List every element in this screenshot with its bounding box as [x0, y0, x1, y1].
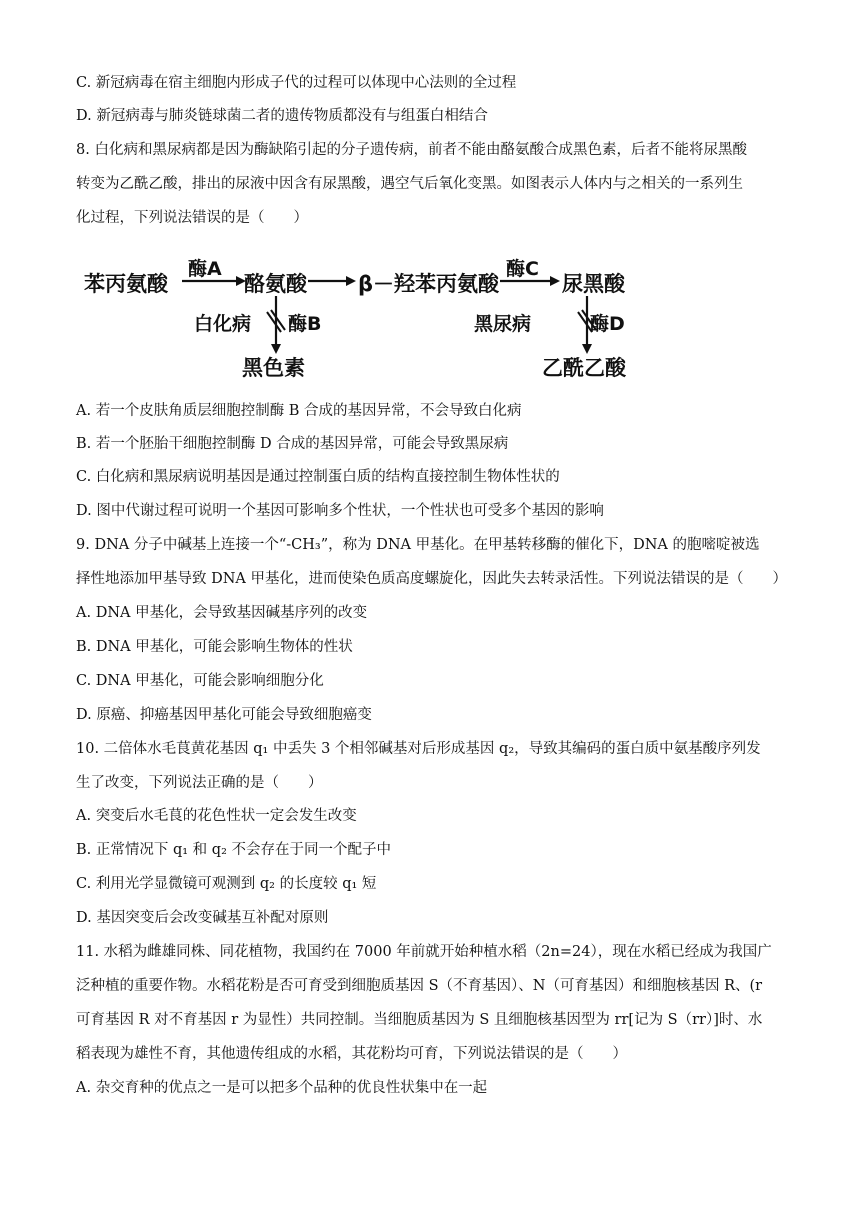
metabolic-pathway-diagram	[84, 250, 644, 385]
q9-option-b: B. DNA 甲基化，可能会影响生物体的性状	[76, 639, 353, 655]
enzyme-b-label: 酶B	[288, 313, 322, 335]
q10-stem-line2: 生了改变，下列说法正确的是（ ）	[76, 775, 323, 791]
q10-option-b: B. 正常情况下 q₁ 和 q₂ 不会存在于同一个配子中	[76, 842, 391, 858]
tyrosine-label: 酪氨酸	[244, 272, 307, 296]
enzyme-d-label: 酶D	[590, 313, 625, 335]
q7-option-d: D. 新冠病毒与肺炎链球菌二者的遗传物质都没有与组蛋白相结合	[76, 108, 488, 124]
melanin-label: 黑色素	[242, 356, 305, 380]
q10-option-d: D. 基因突变后会改变碱基互补配对原则	[76, 910, 329, 926]
q11-stem-line3: 可育基因 R 对不育基因 r 为显性）共同控制。当细胞质基因为 S 且细胞核基因型为 rr[记为 S（rr）]时、水	[76, 1012, 763, 1028]
q7-option-c: C. 新冠病毒在宿主细胞内形成子代的过程可以体现中心法则的全过程	[76, 75, 517, 91]
q11-stem-line4: 稻表现为雄性不育，其他遗传组成的水稻，其花粉均可育，下列说法错误的是（ ）	[76, 1046, 627, 1062]
q8-stem-line3: 化过程，下列说法错误的是（ ）	[76, 210, 308, 226]
q8-stem-line1: 8. 白化病和黑尿病都是因为酶缺陷引起的分子遗传病，前者不能由酪氨酸合成黑色素，后者不能将尿黑酸	[76, 142, 747, 158]
q8-stem-line2: 转变为乙酰乙酸，排出的尿液中因含有尿黑酸，遇空气后氧化变黑。如图表示人体内与之相关的一系列生	[76, 176, 743, 192]
q10-option-a: A. 突变后水毛茛的花色性状一定会发生改变	[76, 808, 357, 824]
q11-stem-line1: 11. 水稻为雌雄同株、同花植物，我国约在 7000 年前就开始种植水稻（2n=24），现在水稻已经成为我国广	[76, 944, 772, 960]
enzyme-c-label: 酶C	[506, 258, 539, 280]
homogentisic-acid-label: 尿黑酸	[562, 272, 625, 296]
acetoacetate-label: 乙酰乙酸	[542, 356, 626, 380]
albinism-label: 白化病	[194, 313, 252, 335]
q8-option-c: C. 白化病和黑尿病说明基因是通过控制蛋白质的结构直接控制生物体性状的	[76, 469, 560, 485]
q9-stem-line1: 9. DNA 分子中碱基上连接一个“-CH₃”，称为 DNA 甲基化。在甲基转移酶的催化下，DNA 的胞嘧啶被选	[76, 537, 760, 553]
q11-option-a: A. 杂交育种的优点之一是可以把多个品种的优良性状集中在一起	[76, 1080, 488, 1096]
q9-option-a: A. DNA 甲基化，会导致基因碱基序列的改变	[76, 605, 368, 621]
q10-stem-line1: 10. 二倍体水毛茛黄花基因 q₁ 中丢失 3 个相邻碱基对后形成基因 q₂，导致其编码的蛋白质中氨基酸序列发	[76, 741, 761, 757]
beta-hydroxyphenylalanine-label: β－羟苯丙氨酸	[358, 272, 500, 296]
enzyme-a-label: 酶A	[188, 258, 222, 280]
alkaptonuria-label: 黑尿病	[474, 313, 532, 335]
q8-option-a: A. 若一个皮肤角质层细胞控制酶 B 合成的基因异常，不会导致白化病	[76, 403, 522, 419]
q9-option-d: D. 原癌、抑癌基因甲基化可能会导致细胞癌变	[76, 707, 372, 723]
phenylalanine-label: 苯丙氨酸	[84, 272, 168, 296]
q9-stem-line2: 择性地添加甲基导致 DNA 甲基化，进而使染色质高度螺旋化，因此失去转录活性。下列说法错误的是（ ）	[76, 571, 787, 587]
q10-option-c: C. 利用光学显微镜可观测到 q₂ 的长度较 q₁ 短	[76, 876, 377, 892]
q8-option-d: D. 图中代谢过程可说明一个基因可影响多个性状，一个性状也可受多个基因的影响	[76, 503, 604, 519]
q11-stem-line2: 泛种植的重要作物。水稻花粉是否可育受到细胞质基因 S（不育基因）、N（可育基因）和细胞核基因 R、(r	[76, 978, 763, 994]
q8-option-b: B. 若一个胚胎干细胞控制酶 D 合成的基因异常，可能会导致黑尿病	[76, 436, 509, 452]
q9-option-c: C. DNA 甲基化，可能会影响细胞分化	[76, 673, 324, 689]
